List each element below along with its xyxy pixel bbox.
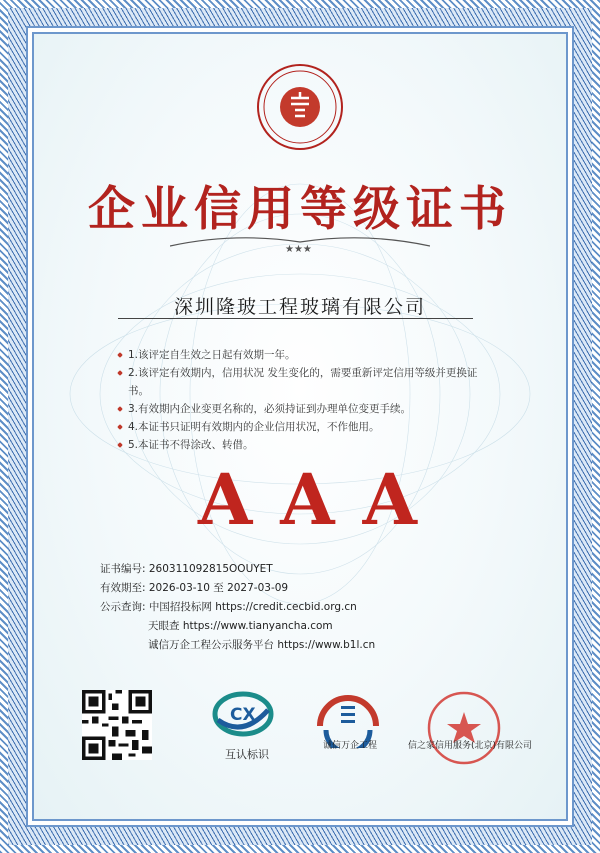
rule-item: 3.有效期内企业变更名称的，必须持证到办理单位变更手续。 bbox=[118, 400, 488, 418]
rule-item: 2.该评定有效期内，信用状况 发生变化的，需要重新评定信用等级并更换证书。 bbox=[118, 364, 488, 400]
certificate-title: 企业信用等级证书 bbox=[88, 182, 512, 237]
mutual-recognition-logo bbox=[208, 690, 278, 738]
svg-text:★★★: ★★★ bbox=[285, 244, 312, 254]
certificate-info bbox=[100, 560, 460, 655]
mutual-recognition-label: 互认标识 bbox=[225, 748, 269, 761]
issuer-label: 信之家信用服务(北京)有限公司 bbox=[407, 741, 533, 751]
platform-seal-logo bbox=[255, 62, 345, 152]
query-link-b1l[interactable]: 诚信万企工程公示服务平台 https://www.b1l.cn bbox=[148, 639, 376, 651]
certificate-rules bbox=[118, 346, 488, 454]
credit-rank: AAA bbox=[198, 458, 445, 541]
title-ornament bbox=[170, 232, 430, 254]
query-link-tianyancha[interactable]: 天眼查 https://www.tianyancha.com bbox=[148, 620, 333, 632]
rule-item: 1.该评定自生效之日起有效期一年。 bbox=[118, 346, 488, 364]
qr-code[interactable] bbox=[82, 690, 152, 760]
chengxin-label: 诚信万企工程 bbox=[322, 741, 377, 751]
cert-number: 证书编号: 260311092815OOUYET bbox=[100, 563, 273, 575]
company-underline bbox=[118, 318, 473, 319]
official-red-stamp bbox=[426, 690, 502, 766]
query-link-cecbid[interactable]: 公示查询: 中国招投标网 https://credit.cecbid.org.cn bbox=[100, 601, 357, 613]
company-name: 深圳隆玻工程玻璃有限公司 bbox=[173, 296, 426, 318]
rule-item: 4.本证书只证明有效期内的企业信用状况，不作他用。 bbox=[118, 418, 488, 436]
svg-text:CX: CX bbox=[230, 705, 256, 725]
validity-period: 有效期至: 2026-03-10 至 2027-03-09 bbox=[100, 582, 289, 594]
rule-item: 5.本证书不得涂改、转借。 bbox=[118, 436, 488, 454]
